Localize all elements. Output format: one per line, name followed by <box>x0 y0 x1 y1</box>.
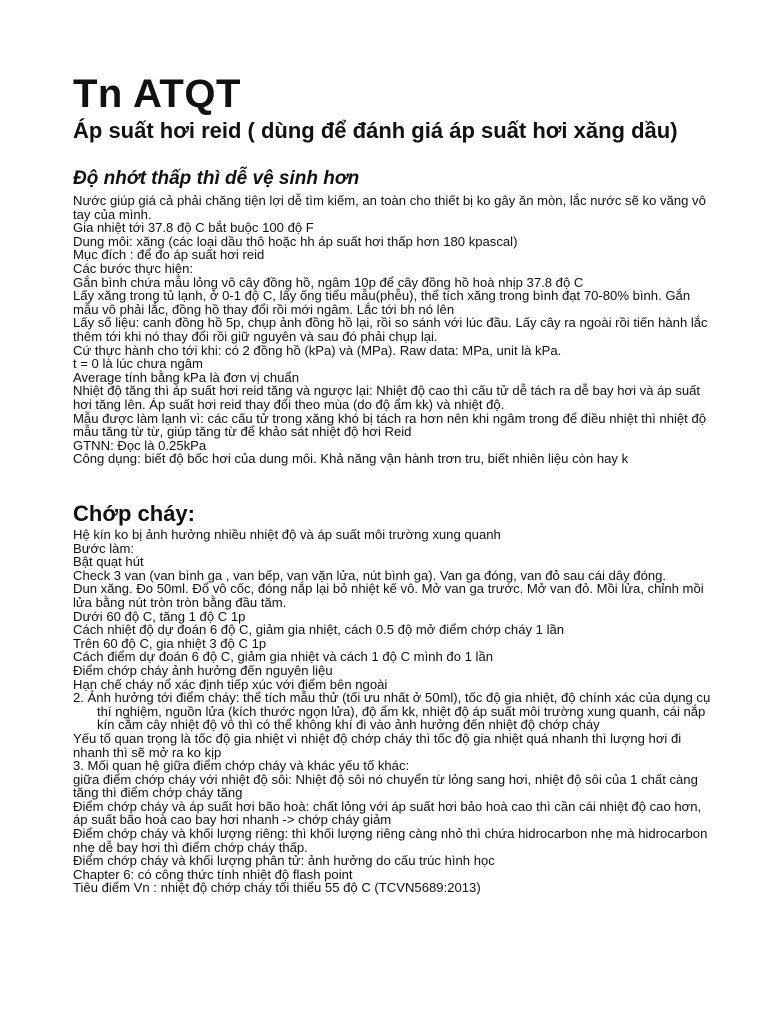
paragraph: Bật quạt hút <box>73 554 144 570</box>
paragraph: t = 0 là lúc chưa ngâm <box>73 356 203 372</box>
paragraph: Lấy số liệu: canh đồng hồ 5p, chụp ảnh đồng hồ lại, rồi so sánh với lúc đầu. Lấy cây ra ngoài rồi tiến hành lắc thêm tới khi nó thay đổi rồi giữ nguyên và sau đó phải chụp lại. <box>73 315 708 344</box>
paragraph: Công dụng: biết độ bốc hơi của dung môi. Khả năng vận hành trơn tru, biết nhiên liệu còn hay k <box>73 451 629 467</box>
paragraph: Bước làm: <box>73 540 135 556</box>
section-heading-reid: Áp suất hơi reid ( dùng để đánh giá áp suất hơi xăng dầu) <box>73 118 678 143</box>
section-heading-flash-point: Chớp cháy: <box>73 501 195 526</box>
paragraph: GTNN: Đọc là 0.25kPa <box>73 437 207 453</box>
paragraph: Dung môi: xăng (các loại dầu thô hoặc hh áp suất hơi thấp hơn 180 kpascal) <box>73 233 518 249</box>
paragraph: Điểm chớp cháy và áp suất hơi bão hoà: chất lỏng với áp suất hơi bảo hoà cao thì cần cái nhiệt độ cao hơn, áp suất bão hoà cao bay hơi nhanh -> chớp cháy giảm <box>73 798 702 828</box>
paragraph: Gắn bình chứa mẫu lỏng vô cây đồng hồ, ngâm 10p để cây đồng hồ hoà nhịp 37.8 độ C <box>73 274 584 290</box>
paragraph: giữa điểm chớp cháy với nhiệt độ sôi: Nhiệt độ sôi nó chuyển từ lỏng sang hơi, nhiệt độ sôi của 1 chất càng tăng thì điểm chớp cháy tăng <box>73 771 698 801</box>
paragraph: Điểm chớp cháy ảnh hưởng đến nguyên liệu <box>73 662 333 678</box>
paragraph: Hệ kín ko bị ảnh hưởng nhiều nhiệt độ và áp suất môi trường xung quanh <box>73 527 501 542</box>
paragraph: Average tính bằng kPa là đơn vị chuẩn <box>73 369 300 385</box>
paragraph: Nhiệt độ tăng thì áp suất hơi reid tăng và ngược lại: Nhiệt độ cao thì cấu tử dễ tách ra dễ bay hơi và áp suất hơi tăng lên. Áp suất hơi reid thay đổi theo mùa (do độ ẩm kk) và nhiệt độ. <box>73 383 701 412</box>
paragraph: Nước giúp giá cả phải chăng tiện lợi dễ tìm kiếm, an toàn cho thiết bị ko gây ăn mòn, lắc nước sẽ ko văng vô tay của mình. <box>73 193 706 222</box>
paragraph: Hạn chế cháy nổ xác định tiếp xúc với điểm bên ngoài <box>73 676 388 692</box>
paragraph: Gia nhiệt tới 37.8 độ C bắt buộc 100 độ F <box>73 220 314 236</box>
section-body-flash-point <box>73 528 713 895</box>
paragraph: Cứ thực hành cho tới khi: có 2 đồng hồ (kPa) và (MPa). Raw data: MPa, unit là kPa. <box>73 342 562 358</box>
paragraph: Cách nhiệt độ dự đoán 6 độ C, giảm gia nhiệt, cách 0.5 độ mở điểm chớp cháy 1 lần <box>73 622 565 638</box>
paragraph: Điểm chớp cháy và khối lượng riêng: thì khối lượng riêng càng nhỏ thì chứa hidrocarbon nhẹ mà hidrocarbon nhẹ dễ bay hơi thì điểm chớp cháy thấp. <box>73 826 708 855</box>
paragraph: Dun xăng. Đo 50ml. Đổ vô cốc, đóng nắp lại bỏ nhiệt kế vô. Mở van ga trước. Mở van đỏ. Mồi lửa, chỉnh mồi lửa bằng nút tròn tròn bằng đầu tăm. <box>73 581 704 610</box>
numbered-item: 2. Ảnh hưởng tới điểm cháy: thể tích mẫu thử (tối ưu nhất ở 50ml), tốc độ gia nhiệt, độ chính xác của dụng cụ thí nghiệm, nguồn lửa (kích thước ngọn lửa), độ ẩm kk, nhiệt độ áp suất môi trường xung quanh, cái nắp kín cắm cây nhiệt độ vô thì có thể không khí đi vào ảnh hưởng đến nhiệt độ chớp cháy <box>73 690 711 733</box>
paragraph: Trên 60 độ C, gia nhiệt 3 độ C 1p <box>73 635 267 651</box>
numbered-item: 3. Mối quan hệ giữa điểm chớp cháy và khác yếu tố khác: <box>73 758 410 774</box>
paragraph: Mục đích : để đo áp suất hơi reid <box>73 247 265 263</box>
paragraph: Dưới 60 độ C, tăng 1 độ C 1p <box>73 608 246 624</box>
paragraph: Điểm chớp cháy và khối lượng phân tử: ảnh hưởng do cấu trúc hình học <box>73 853 495 869</box>
paragraph: Check 3 van (van bình ga , van bếp, van vặn lửa, nút bình ga). Van ga đóng, van đỏ sau cái dây đóng. <box>73 567 667 583</box>
paragraph: Yếu tố quan trọng là tốc độ gia nhiệt vì nhiệt độ chớp cháy thì tốc độ gia nhiệt quá nhanh thì lượng hơi đi nhanh thì sẽ mở ra ko kịp <box>73 730 682 760</box>
paragraph: Cách điểm dự đoán 6 độ C, giảm gia nhiệt và cách 1 độ C mình đo 1 lần <box>73 649 494 665</box>
section-subheading-viscosity: Độ nhớt thấp thì dễ vệ sinh hơn <box>73 168 360 189</box>
paragraph: Chapter 6: có công thức tính nhiệt độ flash point <box>73 866 353 882</box>
section-body-reid <box>73 194 713 466</box>
paragraph: Mẫu được làm lạnh vì: các cấu tử trong xăng khó bị tách ra hơn nên khi ngâm trong để điều nhiệt thì nhiệt độ mẫu tăng từ từ, giúp tăng từ để khảo sát nhiệt độ hơi Reid <box>73 410 707 440</box>
paragraph: Các bước thực hiện: <box>73 260 194 276</box>
paragraph: Lấy xăng trong tủ lạnh, ở 0-1 độ C, lấy ống tiểu mẫu(phễu), thể tích xăng trong bình đạt 70-80% bình. Gắn mẫu vô phải lắc, đồng hồ thay đổi rồi mới ngâm. Lắc tới bh nó lên <box>73 288 691 317</box>
paragraph: Tiêu điểm Vn : nhiệt độ chớp cháy tối thiểu 55 độ C (TCVN5689:2013) <box>73 880 481 896</box>
document-title: Tn ATQT <box>73 72 241 116</box>
